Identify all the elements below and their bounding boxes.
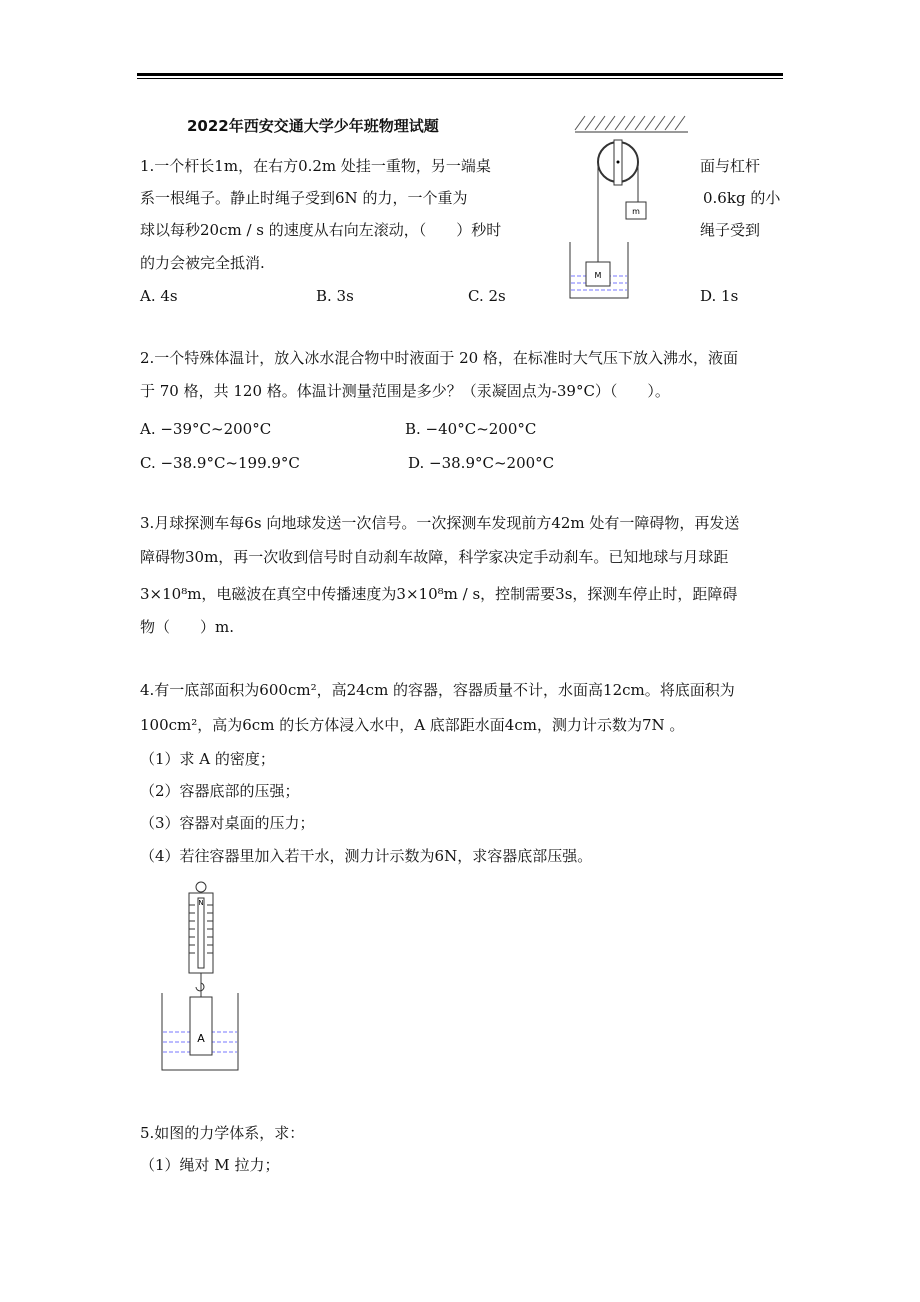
q1-line: 球以每秒20cm / s 的速度从右向左滚动，（ ）秒时 <box>140 221 502 239</box>
q2-line: 2.一个特殊体温计，放入冰水混合物中时液面于 20 格，在标准时大气压下放入沸水，液面 <box>140 349 738 367</box>
header-rule-thin <box>137 78 783 79</box>
q4-subquestion: （3）容器对桌面的压力； <box>140 814 315 832</box>
q1-line-right: 绳子受到 <box>700 221 761 239</box>
q5-line: 5.如图的力学体系，求： <box>140 1124 305 1142</box>
q2-line: 于 70 格，共 120 格。体温计测量范围是多少？（汞凝固点为-39°C）（ ）。 <box>140 382 670 400</box>
q3-line: 3×10⁸m，电磁波在真空中传播速度为3×10⁸m / s，控制需要3s，探测车停止时，距障碍 <box>140 585 738 603</box>
spring-scale-diagram <box>155 880 245 1075</box>
q1-option-b: B. 3s <box>316 287 354 305</box>
q4-subquestion: （4）若往容器里加入若干水，测力计示数为6N，求容器底部压强。 <box>140 847 593 865</box>
scale-unit-label: N <box>198 899 204 907</box>
q1-line: 的力会被完全抵消. <box>140 254 265 272</box>
q1-option-d: D. 1s <box>700 287 739 305</box>
q1-option-c: C. 2s <box>468 287 506 305</box>
q4-line: 100cm²，高为6cm 的长方体浸入水中，A 底部距水面4cm，测力计示数为7N 。 <box>140 716 685 734</box>
q4-line: 4.有一底部面积为600cm²，高24cm 的容器，容器质量不计，水面高12cm。将底面积为 <box>140 681 735 699</box>
q3-line: 物（ ）m. <box>140 618 234 636</box>
big-mass-label: M <box>594 271 602 280</box>
q2-option-d: D. −38.9°C~200°C <box>408 454 555 472</box>
block-a-label: A <box>197 1032 205 1045</box>
q1-line-right: 面与杠杆 <box>700 157 761 175</box>
q5-subquestion: （1）绳对 M 拉力； <box>140 1156 280 1174</box>
page-title: 2022年西安交通大学少年班物理试题 <box>187 117 439 135</box>
q1-line-right: 0.6kg 的小 <box>703 189 781 207</box>
q2-option-c: C. −38.9°C~199.9°C <box>140 454 300 472</box>
q2-option-a: A. −39°C~200°C <box>140 420 272 438</box>
header-rule-thick <box>137 73 783 76</box>
q3-line: 3.月球探测车每6s 向地球发送一次信号。一次探测车发现前方42m 处有一障碍物，再发送 <box>140 514 740 532</box>
q2-option-b: B. −40°C~200°C <box>405 420 537 438</box>
q3-line: 障碍物30m，再一次收到信号时自动刹车故障，科学家决定手动刹车。已知地球与月球距 <box>140 548 729 566</box>
q1-line: 1.一个杆长1m，在右方0.2m 处挂一重物，另一端桌 <box>140 157 491 175</box>
q1-line: 系一根绳子。静止时绳子受到6N 的力，一个重为 <box>140 189 468 207</box>
small-mass-label: m <box>632 207 640 216</box>
q4-subquestion: （1）求 A 的密度； <box>140 750 275 768</box>
q4-subquestion: （2）容器底部的压强； <box>140 782 300 800</box>
q1-option-a: A. 4s <box>140 287 178 305</box>
pulley-diagram <box>560 110 700 305</box>
